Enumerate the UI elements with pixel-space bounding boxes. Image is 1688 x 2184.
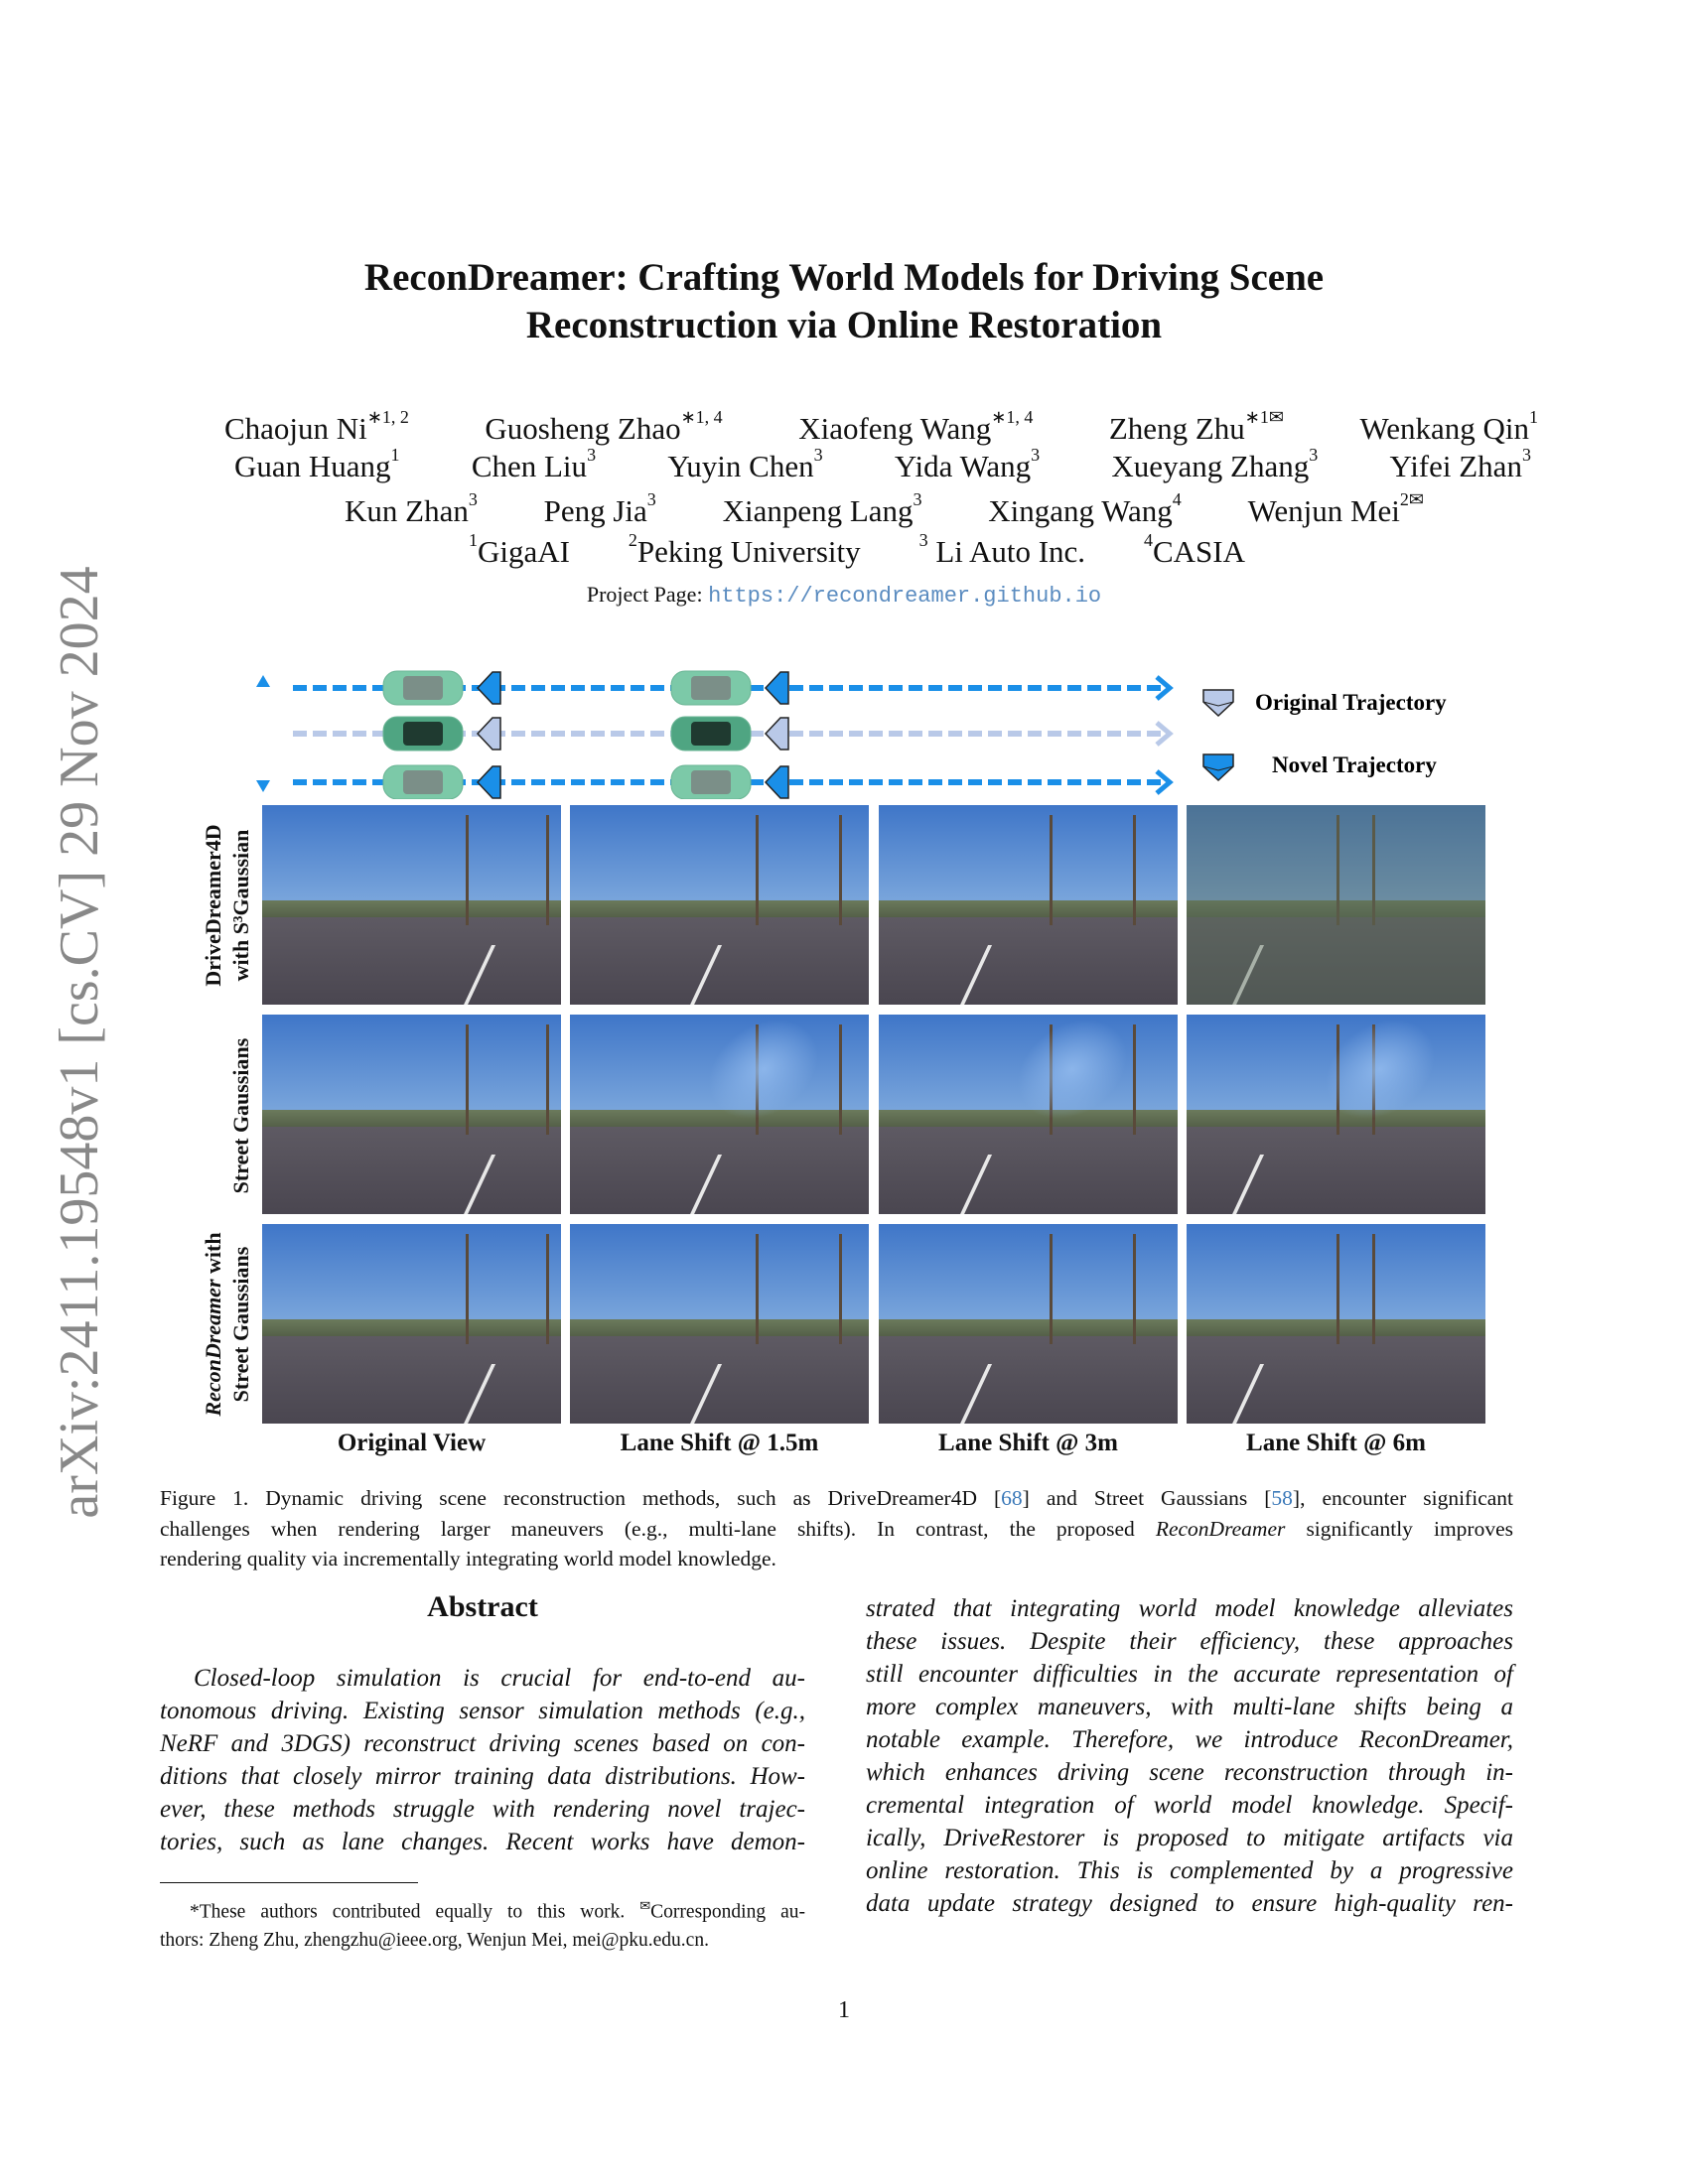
citation-link[interactable]: 68 [1001,1486,1023,1510]
affiliation [628,530,861,570]
row-label-line [200,1225,227,1424]
row-label-line: with S³Gaussian [228,829,253,982]
caption-text: rendering quality via incrementally integrating world model knowledge. [160,1547,776,1570]
author-affiliation-mark: ∗1, 4 [680,407,723,427]
rendered-view-image [262,1224,561,1424]
author-affiliation-mark: 1 [1529,407,1538,427]
legend-original-icon [1203,690,1233,716]
row-label-text: with [201,1232,225,1280]
author-row [345,489,1424,529]
abstract-line: NeRF and 3DGS) reconstruct driving scenes based on con- [160,1730,805,1757]
caption-line [160,1483,1513,1514]
affiliations [469,530,1245,570]
citation-link[interactable]: 58 [1271,1486,1293,1510]
abstract-line: data update strategy designed to ensure high-quality ren- [866,1890,1513,1917]
col-label-lane-shift-6m: Lane Shift @ 6m [1246,1430,1426,1456]
caption-text: ], encounter significant [1292,1486,1513,1510]
caption-text: Figure 1. Dynamic driving scene reconstruction methods, such as DriveDreamer4D [ [160,1486,1002,1510]
abstract-line: more complex maneuvers, with multi-lane shifts being a [866,1694,1513,1720]
row-label-recondreamer [200,1225,255,1424]
row-label-line: Street Gaussians [228,1246,253,1403]
footnote [160,1892,805,1955]
author [345,489,478,529]
car-window [403,770,443,794]
abstract-line: ditions that closely mirror training data distributions. How- [160,1763,805,1790]
col-label-lane-shift-1-5m: Lane Shift @ 1.5m [620,1430,819,1456]
author-affiliation-mark: ∗1, 4 [991,407,1034,427]
camera-icon [478,718,500,750]
footnote-line: thors: Zheng Zhu, zhengzhu@ieee.org, Wenjun Mei, mei@pku.edu.cn. [160,1929,709,1951]
row-label-line: DriveDreamer4D [201,824,225,987]
camera-icon [766,766,788,798]
project-page [0,582,1688,609]
rendered-view-image [879,805,1178,1005]
rendered-view-image [1187,805,1485,1005]
author [234,445,400,484]
camera-icon [478,672,500,704]
author-row [234,445,1531,484]
author-name: Wenjun Mei [1247,493,1400,528]
abstract-line: cremental integration of world model knowledge. Specif- [866,1792,1513,1819]
car-window [403,722,443,746]
rendered-view-image [1187,1224,1485,1424]
author [1359,407,1538,447]
car-window [691,722,731,746]
caption-line [160,1514,1513,1545]
abstract-line: online restoration. This is complemented by a progressive [866,1857,1513,1884]
rendered-view-image [262,1015,561,1214]
author-name: Yifei Zhan [1389,449,1522,483]
project-page-label: Project Page: [586,582,709,607]
author-affiliation-mark: 3 [1031,445,1041,465]
author-name: Xiaofeng Wang [798,411,992,446]
affiliation-name: Peking University [636,534,861,569]
caption-line [160,1544,1513,1574]
author-affiliation-mark: 3 [468,489,478,509]
page-number: 1 [838,1997,850,2023]
row-label-street-gaussians [213,1017,253,1215]
author-name: Peng Jia [543,493,647,528]
camera-icon [766,672,788,704]
car-window [691,676,731,700]
rendered-view-image [570,1015,869,1214]
caption-text: significantly improves [1285,1516,1513,1541]
author [988,489,1182,529]
author-affiliation-mark: ∗1, 2 [366,407,409,427]
author-affiliation-mark: 3 [813,445,823,465]
camera-icon [478,766,500,798]
author [894,445,1041,484]
author-affiliation-mark: 3 [646,489,656,509]
affiliation [469,530,570,570]
author-affiliation-mark: 3 [1309,445,1319,465]
author [543,489,656,529]
affiliation-number: 4 [1143,530,1153,550]
row-label-line: Street Gaussians [228,1037,253,1194]
author-affiliation-mark: 3 [1521,445,1531,465]
affiliation [1143,530,1245,570]
rendered-view-image [879,1015,1178,1214]
author [1389,445,1531,484]
footnote-text: *These authors contributed equally to this work. [190,1901,640,1923]
vertical-shift-arrow [256,675,270,792]
caption-text: ] and Street Gaussians [ [1022,1486,1272,1510]
author-affiliation-mark: ∗1✉ [1244,407,1284,427]
affiliation-name: CASIA [1152,534,1245,569]
title-line-1: ReconDreamer: Crafting World Models for Driving Scene [363,256,1325,299]
rendered-view-image [1187,1015,1485,1214]
legend-original-label: Original Trajectory [1255,690,1447,715]
paper-title [0,254,1688,349]
affiliation-number: 1 [469,530,478,550]
author [798,407,1034,447]
legend-novel-label: Novel Trajectory [1272,752,1437,777]
author [224,407,409,447]
trajectory-diagram [248,665,1499,799]
abstract-line: which enhances driving scene reconstruction through in- [866,1759,1513,1786]
footnote-line [160,1892,805,1927]
abstract-line: still encounter difficulties in the accurate representation of [866,1661,1513,1688]
caption-text: challenges when rendering larger maneuvers (e.g., multi-lane shifts). In contrast, the proposed [160,1516,1156,1541]
method-name: ReconDreamer [201,1279,225,1417]
abstract-heading: Abstract [427,1590,538,1623]
footnote-text: Corresponding au- [650,1901,805,1923]
abstract-line: Closed-loop simulation is crucial for end-to-end au- [194,1665,805,1692]
author-name: Kun Zhan [345,493,469,528]
author-affiliation-mark: 4 [1172,489,1182,509]
legend-novel-icon [1203,754,1233,780]
camera-icon [766,718,788,750]
author-name: Chen Liu [471,449,588,483]
author-affiliation-mark: 3 [587,445,597,465]
abstract-line: ically, DriveRestorer is proposed to mitigate artifacts via [866,1825,1513,1851]
author-name: Yida Wang [894,449,1032,483]
author [1111,445,1319,484]
abstract-line: ever, these methods struggle with rendering novel trajec- [160,1796,805,1823]
affiliation-name: GigaAI [478,534,570,569]
arxiv-identifier-stamp: arXiv:2411.19548v1 [cs.CV] 29 Nov 2024 [49,566,110,1519]
author [1108,407,1284,447]
rendered-view-image [570,805,869,1005]
author-name: Xingang Wang [988,493,1173,528]
author [485,407,723,447]
abstract-line: tonomous driving. Existing sensor simulation methods (e.g., [160,1698,805,1724]
col-label-original-view: Original View [337,1430,487,1456]
rendered-view-image [262,805,561,1005]
author-name: Yuyin Chen [667,449,814,483]
abstract-line: strated that integrating world model knowledge alleviates [866,1595,1513,1622]
abstract-line: tories, such as lane changes. Recent works have demon- [160,1829,805,1855]
footnote-rule [160,1882,418,1883]
author-affiliation-mark: 1 [390,445,400,465]
author-name: Guosheng Zhao [485,411,681,446]
author-name: Xianpeng Lang [722,493,914,528]
affiliation-number: 2 [628,530,637,550]
car-window [403,676,443,700]
title-line-2: Reconstruction via Online Restoration [525,304,1163,346]
author [1247,489,1424,529]
car-window [691,770,731,794]
author-affiliation-mark: 3 [913,489,922,509]
caption-text: ReconDreamer [1155,1516,1286,1541]
author-name: Guan Huang [234,449,391,483]
affiliation [918,530,1086,570]
envelope-icon: ✉ [639,1898,651,1913]
abstract-right-column [866,1592,1513,1920]
project-page-link[interactable]: https://recondreamer.github.io [708,584,1102,609]
col-label-lane-shift-3m: Lane Shift @ 3m [938,1430,1118,1456]
author-name: Wenkang Qin [1359,411,1529,446]
author-name: Zheng Zhu [1108,411,1245,446]
author-name: Chaojun Ni [224,411,367,446]
author-name: Xueyang Zhang [1111,449,1310,483]
abstract-line: notable example. Therefore, we introduce ReconDreamer, [866,1726,1513,1753]
abstract-line: these issues. Despite their efficiency, these approaches [866,1628,1513,1655]
author [722,489,922,529]
row-label-drivedreamer4d [200,806,255,1005]
abstract-left-column [160,1662,805,1858]
author [471,445,597,484]
author [667,445,823,484]
rendered-view-image [879,1224,1178,1424]
rendered-view-image [570,1224,869,1424]
figure-caption [160,1483,1513,1574]
author-affiliation-mark: 2✉ [1399,489,1424,509]
affiliation-number: 3 [918,530,928,550]
affiliation-name: Li Auto Inc. [927,534,1086,569]
author-row [224,407,1538,447]
